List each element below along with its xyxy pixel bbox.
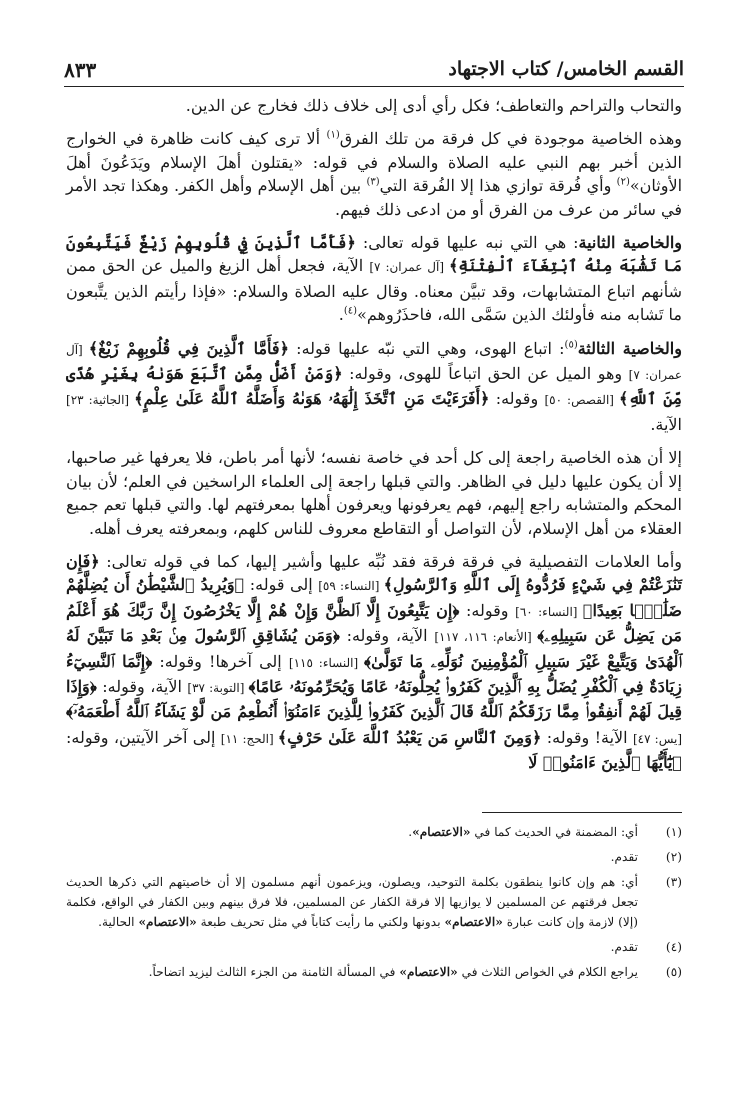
quran-verse: ﴿إِنَّمَا ٱلنَّسِيٓءُ زِيَادَةٌ فِي ٱلْكُفْرِ يُضَلُّ بِهِ ٱلَّذِينَ كَفَرُوا۟ يُحِلُّونَهُۥ عَامًا وَيُحَرِّمُونَهُۥ عَامًا﴾ [66,651,682,696]
text-span: ألا ترى كيف كانت ظاهرة في الخوارج الذين أخبر بهم النبي عليه الصلاة والسلام في قوله: «يقتلون أهلَ الإسلام ويَدَعُونَ أهلَ الأوثان» [66,129,683,196]
verse-reference: [آل عمران: ٧] [369,260,449,275]
text-span: إلى آخر الآيتين، وقوله: [66,727,221,747]
text-span: إلى آخرها! وقوله: [152,651,289,671]
text-span: الآية! وقوله: [541,727,633,747]
footnote [66,872,682,932]
quran-verse: ﴿فَإِن تَنَٰزَعْتُمْ فِي شَيْءٍ فَرُدُّوهُ إِلَى ٱللَّهِ وَٱلرَّسُولِ﴾ [66,551,683,595]
text-span: الآية، فجعل أهل الزيغ والميل عن الحق ممن شأنهم اتباع المتشابهات، وقد تبيَّن معناه. وقال عليه الصلاة والسلام: «فإذا رأيتم الذين يتَّبعون ما تَشابه منه فأولئك الذين سَمَّى الله، فاحذَرُوهم» [66,256,682,325]
verse-reference: [الأنعام: ١١٦، ١١٧] [434,630,538,645]
footnote-marker: (٢) [616,176,630,188]
quran-verse: ﴿وَمِنَ ٱلنَّاسِ مَن يَعْبُدُ ٱللَّهَ عَلَىٰ حَرْفٍ﴾ [277,727,542,747]
text-span: : هي التي نبه عليها قوله تعالى: [355,233,579,253]
text-span: . [408,825,413,839]
footnote-text [66,962,638,982]
text-span: والتحاب والتراحم والتعاطف؛ فكل رأي أدى إلى خلاف ذلك فخارج عن الدين. [185,96,682,115]
footnote-text [66,822,638,842]
footnote-marker: (٣) [366,176,380,188]
text-span: . [338,305,344,325]
main-text [66,94,682,785]
quran-verse: ﴿فَأَمَّا ٱلَّذِينَ فِي قُلُوبِهِمْ زَيْغٌ﴾ [88,338,289,358]
verse-reference: [النساء: ٥٩] [318,579,384,594]
text-span: في المسألة الثامنة من الجزء الثالث ليزيد اتضاحاً. [148,965,400,979]
text-span: وهذه الخاصية موجودة في كل فرقة من تلك الفرق [339,129,683,149]
footnote-separator [482,812,682,813]
footnote-text [66,937,638,957]
footnote-marker: (٤) [343,305,358,317]
quran-verse: ﴿وَمَنْ أَضَلُّ مِمَّنِ ٱتَّبَعَ هَوَىٰهُ بِغَيْرِ هُدًى مِّنَ ٱللَّهِ﴾ [66,364,683,409]
footnote-text [66,872,638,932]
footnote-text [66,847,638,867]
footnote-marker: (٥) [564,339,578,351]
running-header [64,56,684,87]
paragraph [66,127,682,221]
quran-verse: ﴿فَأَمَّا ٱلَّذِينَ فِي قُلُوبِهِمْ زَيْغٌ فَيَتَّبِعُونَ مَا تَشَٰبَهَ مِنْهُ ٱبْتِغَآءَ ٱلْفِتْنَةِ﴾ [66,233,683,276]
verse-reference: [القصص: ٥٠] [544,393,619,408]
paragraph [66,94,682,117]
text-span: وقوله: [459,600,516,620]
text-span: تقدم. [610,850,638,864]
footnote [66,822,682,842]
verse-reference: [الجاثية: ٢٣] [66,393,135,408]
text-span: إلى قوله: [244,575,319,595]
text-span: أي: هم وإن كانوا ينطقون بكلمة التوحيد، ويصلون، ويزعمون أنهم مسلمون إلا أن خاصيتهم التي ذكرها الحديث تجعل فرقتهم عن المسلمين لا يوازيها إلا فرقة الكفار عن المسلمين، فلا فرق بينهم وبين الكفار في الواقع، فكلمة (إلا) لازمة وإن كانت عبارة [66,875,638,929]
footnote [66,962,682,982]
verse-reference: [النساء: ١١٥] [288,655,365,670]
text-span: يراجع الكلام في الخواص الثلاث في [457,965,638,979]
paragraph [66,446,682,540]
bold-text: «الاعتصام» [444,915,503,929]
footnote-number: (١) [665,825,682,839]
footnote [66,847,682,867]
footnote-number: (٤) [665,940,682,954]
quran-verse: ﴿وَمَن يُشَاقِقِ ٱلرَّسُولَ مِنۢ بَعْدِ مَا تَبَيَّنَ لَهُ ٱلْهُدَىٰ وَيَتَّبِعْ غَيْرَ سَبِيلِ ٱلْمُؤْمِنِينَ نُوَلِّهِۦ مَا تَوَلَّىٰ﴾ [66,626,683,671]
text-span: الآية. [650,414,682,434]
quran-verse: ﴿إِن يَتَّبِعُونَ إِلَّا ٱلظَّنَّ وَإِنْ هُمْ إِلَّا يَخْرُصُونَ إِنَّ رَبَّكَ هُوَ أَعْلَمُ مَن يَضِلُّ عَن سَبِيلِهِۦ﴾ [66,600,683,646]
paragraph [66,231,682,327]
text-span: إلا أن هذه الخاصية راجعة إلى كل أحد في خاصة نفسه؛ لأنها أمر باطن، فلا يعرفها غير صاحبها، إلا أن يكون عليها دليل في الظاهر. والتي قبلها راجعة إلى العلماء الراسخين في العلم؛ لأن بيان المحكم والمتشابه راجع إليهم، فهم يعرفونها ويعرفون أهلها بمعرفتهم لها. والتي قبلها تعم جميع العقلاء من أهل الإسلام، لأن التواصل أو التقاطع معروف للناس كلهم، وبمعرفته يعرف أهله. [66,448,683,538]
text-span: الآية، وقوله: [339,626,435,646]
verse-reference: [النساء: ٦٠] [515,604,583,619]
header-title: القسم الخامس/ كتاب الاجتهاد [448,58,684,80]
section-term: والخاصية الثالثة [577,338,682,358]
text-span: الآية، وقوله: [96,676,188,696]
quran-verse: ﴿يَٰٓأَيُّهَا ٱلَّذِينَ ءَامَنُوا۟ لَا [528,753,682,773]
text-span: وأي فُرقة توازي هذا إلا الفُرقة التي [379,176,617,196]
footnote-marker: (١) [326,130,340,142]
quran-verse: ﴿وَإِذَا قِيلَ لَهُمْ أَنفِقُوا۟ مِمَّا رَزَقَكُمُ ٱللَّهُ قَالَ ٱلَّذِينَ كَفَرُوا۟ لِلَّذِينَ ءَامَنُوٓا۟ أَنُطْعِمُ مَن لَّوْ يَشَآءُ ٱللَّهُ أَطْعَمَهُۥٓ﴾ [66,676,682,722]
footnote-number: (٢) [665,850,682,864]
text-span: تقدم. [610,940,638,954]
text-span: الحالية. [98,915,139,929]
quran-verse: ﴿أَفَرَءَيْتَ مَنِ ٱتَّخَذَ إِلَٰهَهُۥ هَوَىٰهُ وَأَضَلَّهُ ٱللَّهُ عَلَىٰ عِلْمٍ﴾ [134,389,490,409]
bold-text: «الاعتصام» [399,965,458,979]
verse-reference: [الحج: ١١] [220,731,278,746]
text-span: بدونها ولكني ما رأيت كتاباً في مثل تحريف طبعة [196,915,445,929]
text-span: وهو الميل عن الحق اتباعاً للهوى، وقوله: [342,364,629,384]
paragraph [66,337,682,437]
text-span: وأما العلامات التفصيلية في فرقة فرقة فقد نُبِّه عليها وأشير إليها، كما في قوله تعالى: [99,551,682,571]
footnote-number: (٥) [665,965,682,979]
quran-verse: ﴿وَيُرِيدُ ٱلشَّيْطَٰنُ أَن يُضِلَّهُمْ ضَلَٰلًۢا بَعِيدًا﴾ [66,575,683,620]
bold-text: «الاعتصام» [138,915,197,929]
paragraph [66,550,682,775]
bold-text: «الاعتصام» [412,825,471,839]
verse-reference: [آل عمران: ٧] [66,342,682,383]
footnote-number: (٣) [665,875,682,889]
verse-reference: [التوبة: ٣٧] [187,680,249,695]
page-number: ٨٣٣ [64,58,97,82]
footnotes [66,822,682,987]
text-span: : اتباع الهوى، وهي التي نبّه عليها قوله: [288,338,565,358]
section-term: والخاصية الثانية [578,233,683,253]
text-span: بين أهل الإسلام وأهل الكفر. وهكذا تجد الأمر في سائر من عرف من الفرق أو من ادعى ذلك فيهم. [66,176,682,219]
text-span: وقوله: [489,389,545,409]
footnote [66,937,682,957]
text-span: أي: المضمنة في الحديث كما في [470,825,638,839]
verse-reference: [يس: ٤٧] [632,731,683,746]
